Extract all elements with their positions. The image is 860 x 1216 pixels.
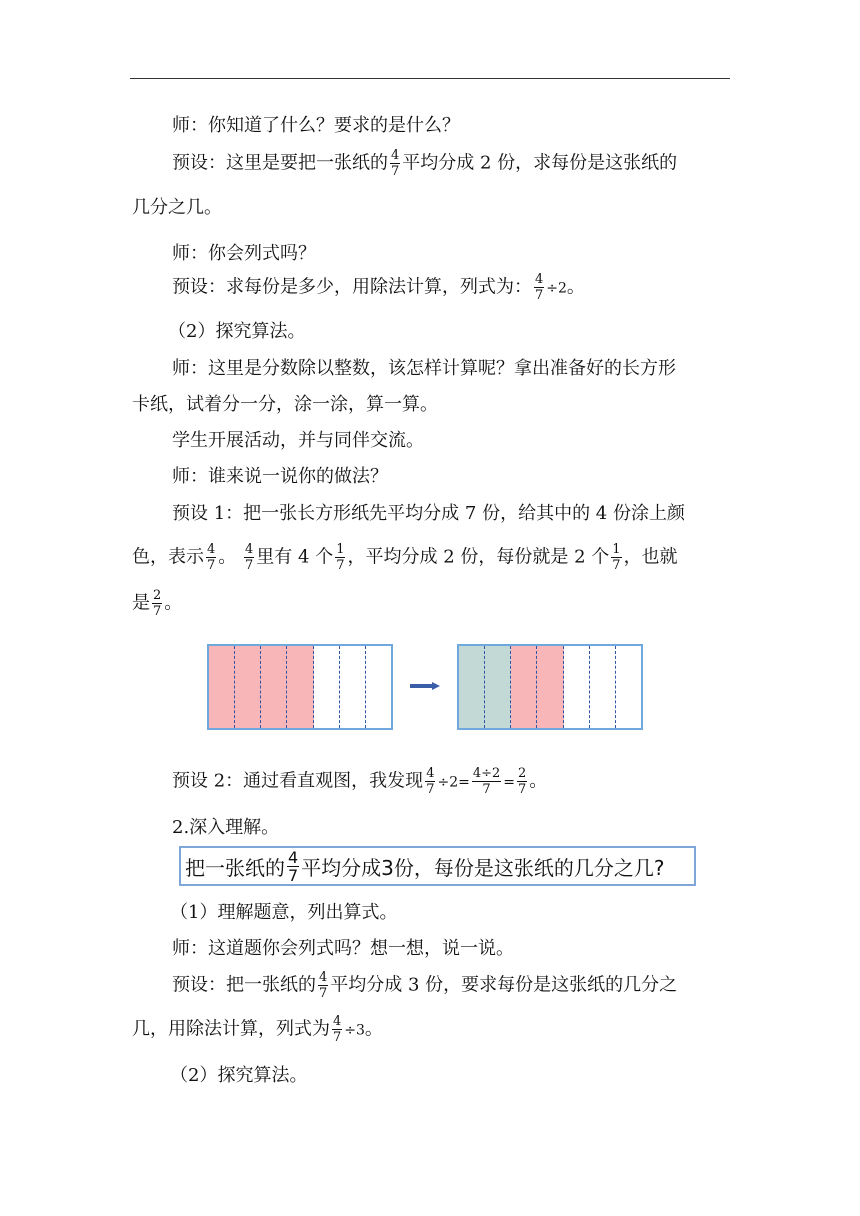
paragraph-2-cont: 几分之几。 [132, 197, 222, 218]
bar-segment-5 [564, 646, 590, 728]
bar-segment-2 [235, 646, 261, 728]
bar-segment-7 [366, 646, 391, 728]
bar-segment-3 [261, 646, 287, 728]
bar-segment-6 [590, 646, 616, 728]
arrow-right-icon [410, 682, 440, 690]
bar-segment-7 [616, 646, 641, 728]
bar-segment-4 [537, 646, 563, 728]
problem-box: 把一张纸的 $\frac{4}{7}$ 平均分成3份，每份是这张纸的几分之几? [179, 846, 696, 886]
fraction-2-7: $\frac{2}{7}$ [153, 588, 162, 619]
paragraph-12: 是 $\frac{2}{7}$ 。 [132, 588, 183, 619]
fraction-4-7: $\frac{4}{7}$ [535, 272, 544, 303]
fraction-2-7: $\frac{2}{7}$ [518, 766, 527, 797]
bar-segment-3 [511, 646, 537, 728]
fraction-1-7: $\frac{1}{7}$ [612, 542, 621, 573]
paragraph-3: 师：你会列式吗？ [172, 243, 316, 264]
paragraph-7: 卡纸，试着分一分，涂一涂，算一算。 [132, 394, 438, 415]
paragraph-6: 师：这里是分数除以整数，该怎样计算呢？拿出准备好的长方形 [172, 358, 676, 379]
fraction-1-7: $\frac{1}{7}$ [336, 542, 345, 573]
paragraph-16: 师：这道题你会列式吗？想一想，说一说。 [172, 938, 514, 959]
paragraph-18: 几，用除法计算，列式为 $\frac{4}{7}$ ÷3。 [132, 1014, 383, 1045]
bar-segment-1 [459, 646, 485, 728]
fraction-4-7: $\frac{4}{7}$ [333, 1014, 342, 1045]
paragraph-10: 预设 1：把一张长方形纸先平均分成 7 份，给其中的 4 份涂上颜 [172, 503, 685, 524]
fraction-4-7: $\frac{4}{7}$ [391, 148, 400, 179]
bar-segment-1 [209, 646, 235, 728]
section-understand-1: （1）理解题意，列出算式。 [170, 902, 398, 923]
paragraph-2: 预设：这里是要把一张纸的 $\frac{4}{7}$ 平均分成 2 份，求每份是这张纸的 [172, 148, 678, 179]
fraction-4-7: $\frac{4}{7}$ [288, 847, 299, 885]
paragraph-13: 预设 2：通过看直观图，我发现 $\frac{4}{7}$ ÷2= $\frac{4\div 2}{7}$ = $\frac{2}{7}$ 。 [172, 766, 548, 797]
bar-segment-6 [340, 646, 366, 728]
fraction-4-7: $\frac{4}{7}$ [245, 542, 254, 573]
paragraph-1: 师：你知道了什么？要求的是什么？ [172, 115, 460, 136]
fraction-4div2-7: $\frac{4\div 2}{7}$ [472, 766, 501, 797]
section-deep-understanding: 2.深入理解。 [172, 817, 280, 838]
bar-segment-2 [485, 646, 511, 728]
header-rule [130, 78, 730, 79]
figure-right-bar [457, 644, 643, 730]
paragraph-17: 预设：把一张纸的 $\frac{4}{7}$ 平均分成 3 份，要求每份是这张纸的几分之 [172, 970, 678, 1001]
bar-segment-5 [314, 646, 340, 728]
section-explore-1: （2）探究算法。 [168, 321, 306, 342]
section-explore-2: （2）探究算法。 [170, 1065, 308, 1086]
paragraph-8: 学生开展活动，并与同伴交流。 [172, 430, 424, 451]
fraction-4-7: $\frac{4}{7}$ [207, 542, 216, 573]
bar-segment-4 [287, 646, 313, 728]
fraction-4-7: $\frac{4}{7}$ [426, 766, 435, 797]
paragraph-4: 预设：求每份是多少，用除法计算，列式为： $\frac{4}{7}$ ÷2。 [172, 272, 585, 303]
fraction-4-7: $\frac{4}{7}$ [319, 970, 328, 1001]
figure-left-bar [207, 644, 393, 730]
paragraph-9: 师：谁来说一说你的做法？ [172, 466, 388, 487]
paragraph-11: 色，表示 $\frac{4}{7}$ 。 $\frac{4}{7}$ 里有 4 个 $\frac{1}{7}$ ，平均分成 2 份，每份就是 2 个 $\frac{1}{7}$ ，也就 [132, 542, 678, 573]
